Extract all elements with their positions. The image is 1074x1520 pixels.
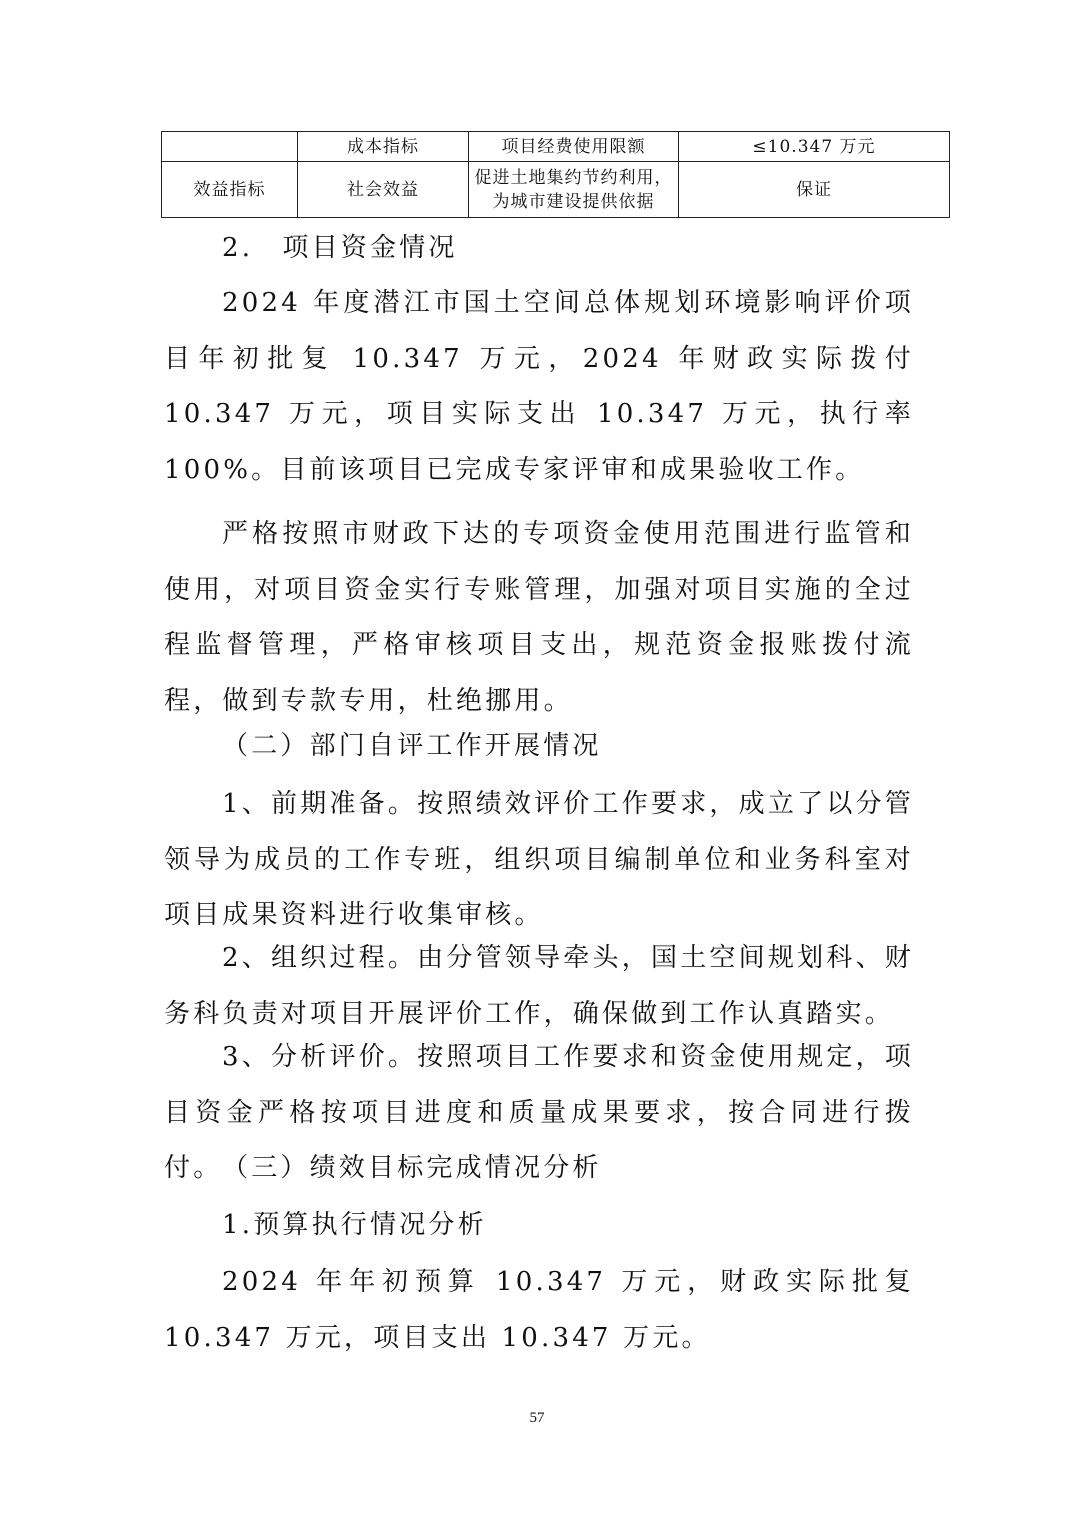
table-cell: 促进土地集约节约利用，为城市建设提供依据 <box>469 162 679 218</box>
table-row <box>162 162 950 218</box>
table-cell: 社会效益 <box>298 162 469 218</box>
section-heading: （二）部门自评工作开展情况 <box>222 731 602 761</box>
table-cell: 项目经费使用限额 <box>469 132 679 162</box>
performance-metrics-table <box>161 131 950 218</box>
table-cell: 成本指标 <box>298 132 469 162</box>
paragraph: 严格按照市财政下达的专项资金使用范围进行监管和使用，对项目资金实行专账管理，加强对项目实施的全过程监督管理，严格审核项目支出，规范资金报账拨付流程，做到专款专用，杜绝挪用。 <box>164 519 914 716</box>
table-cell: 效益指标 <box>162 162 298 218</box>
section-heading: （三）绩效目标完成情况分析 <box>222 1153 602 1183</box>
paragraph: 3、分析评价。按照项目工作要求和资金使用规定，项目资金严格按项目进度和质量成果要求，按合同进行拨付。 <box>164 1042 914 1183</box>
section-heading: 2. 项目资金情况 <box>222 233 458 263</box>
table-cell: ≤10.347 万元 <box>679 132 950 162</box>
paragraph: 1、前期准备。按照绩效评价工作要求，成立了以分管领导为成员的工作专班，组织项目编制单位和业务科室对项目成果资料进行收集审核。 <box>164 789 914 930</box>
table-cell: 保证 <box>679 162 950 218</box>
table-cell <box>162 132 298 162</box>
paragraph: 2024 年年初预算 10.347 万元，财政实际批复 10.347 万元，项目支出 10.347 万元。 <box>164 1267 914 1353</box>
table-row <box>162 132 950 162</box>
paragraph: 2024 年度潜江市国土空间总体规划环境影响评价项目年初批复 10.347 万元，2024 年财政实际拨付 10.347 万元，项目实际支出 10.347 万元，执行率 100%。目前该项目已完成专家评审和成果验收工作。 <box>164 288 914 485</box>
page-number: 57 <box>529 1410 545 1426</box>
paragraph: 2、组织过程。由分管领导牵头，国土空间规划科、财务科负责对项目开展评价工作，确保做到工作认真踏实。 <box>164 943 914 1029</box>
subsection-heading: 1.预算执行情况分析 <box>222 1210 487 1240</box>
